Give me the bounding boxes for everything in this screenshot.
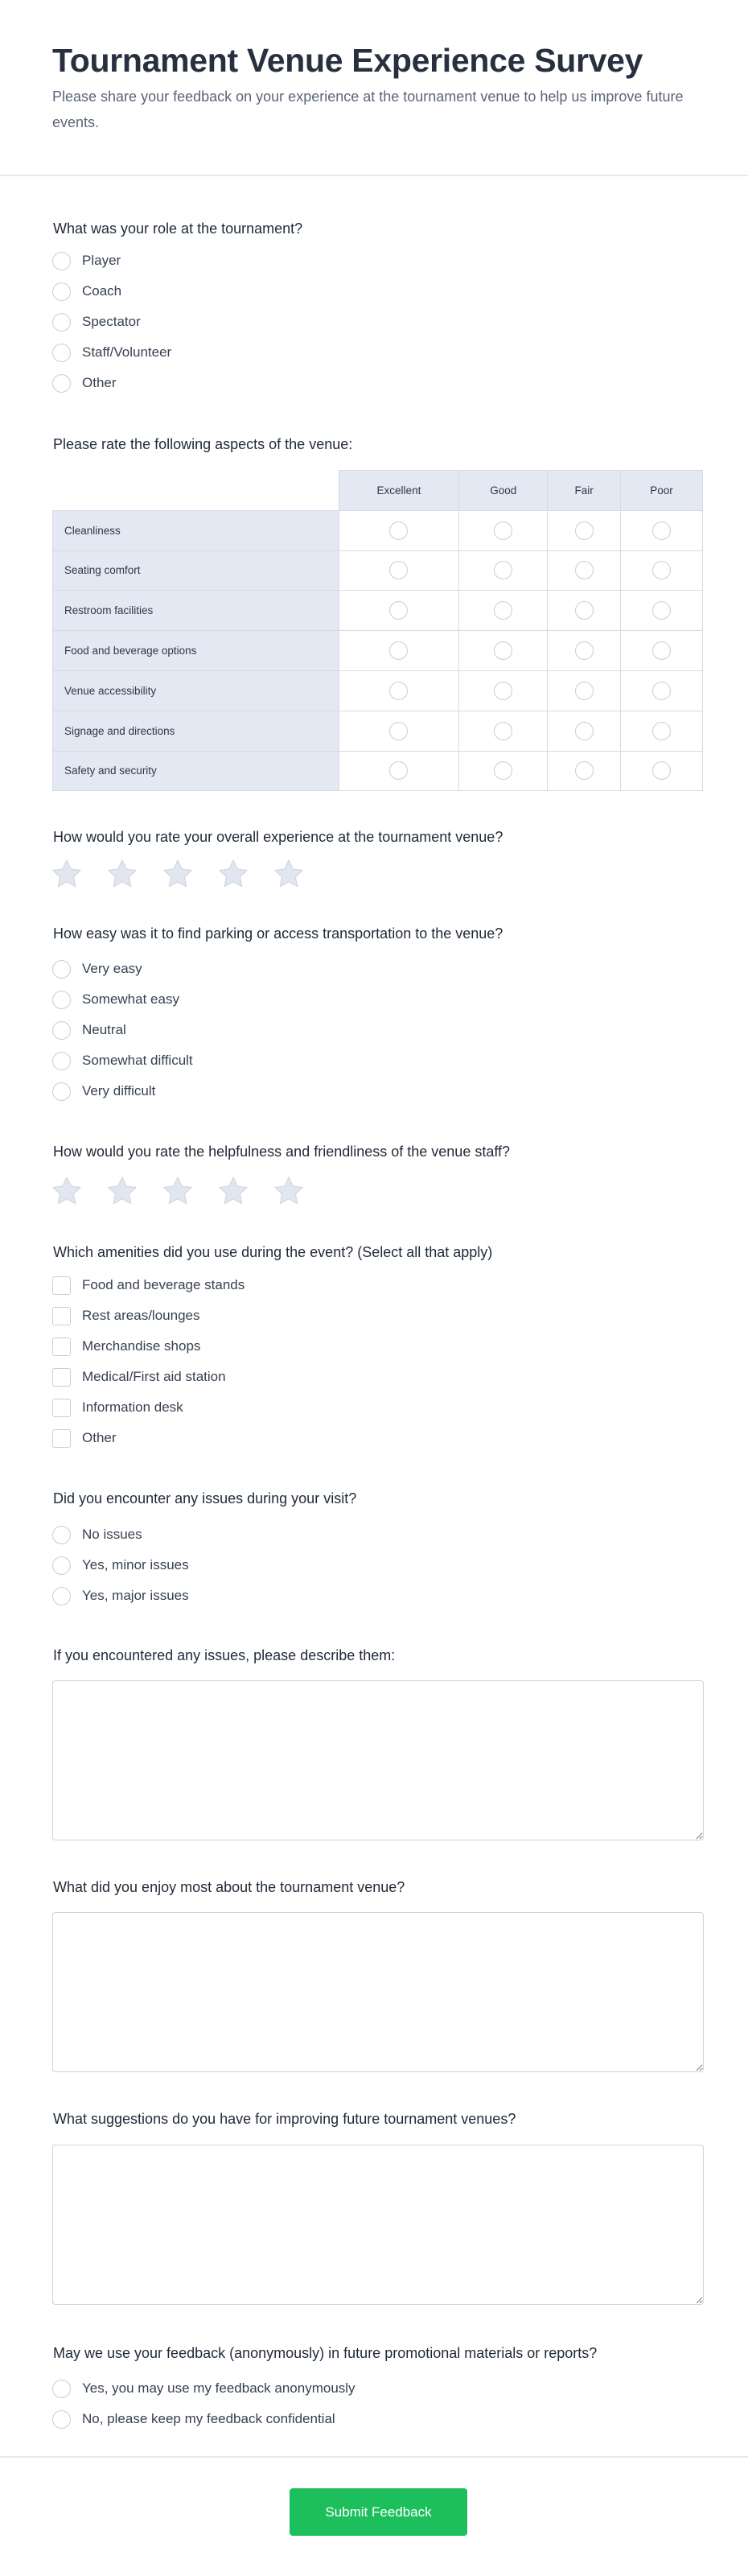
radio-button[interactable] [52, 1556, 71, 1575]
question-role: What was your role at the tournament? [53, 221, 303, 237]
matrix-radio-button[interactable] [494, 641, 512, 660]
matrix-row-label: Signage and directions [53, 711, 339, 751]
radio-option[interactable] [52, 984, 193, 1015]
radio-button[interactable] [52, 1082, 71, 1101]
radio-button[interactable] [52, 991, 71, 1009]
matrix-radio-button[interactable] [389, 722, 408, 740]
matrix-cell [621, 751, 703, 791]
checkbox-option[interactable] [52, 1362, 245, 1392]
matrix-radio-button[interactable] [389, 601, 408, 620]
star-icon[interactable] [106, 858, 138, 890]
option-label: Very easy [82, 961, 142, 976]
matrix-cell [339, 751, 459, 791]
radio-button[interactable] [52, 282, 71, 301]
describe-issues-textarea[interactable] [52, 1680, 704, 1840]
staff-star-rating [51, 1175, 305, 1207]
page-title: Tournament Venue Experience Survey [52, 42, 643, 79]
venue-rating-matrix [52, 470, 703, 791]
matrix-row-label: Venue accessibility [53, 670, 339, 711]
question-enjoy-most: What did you enjoy most about the tournament venue? [53, 1879, 405, 1895]
option-label: No, please keep my feedback confidential [82, 2411, 335, 2426]
matrix-row [53, 711, 703, 751]
star-icon[interactable] [51, 858, 83, 890]
matrix-radio-button[interactable] [494, 682, 512, 700]
matrix-radio-button[interactable] [652, 722, 671, 740]
matrix-radio-button[interactable] [652, 601, 671, 620]
option-label: Neutral [82, 1022, 126, 1037]
matrix-cell [621, 670, 703, 711]
matrix-row-label: Restroom facilities [53, 591, 339, 631]
matrix-row-label: Safety and security [53, 751, 339, 791]
matrix-radio-button[interactable] [652, 521, 671, 540]
suggestions-textarea[interactable] [52, 2145, 704, 2305]
option-label: Somewhat easy [82, 991, 179, 1007]
matrix-cell [548, 510, 621, 550]
matrix-cell [339, 670, 459, 711]
star-icon[interactable] [217, 858, 249, 890]
matrix-row [53, 751, 703, 791]
issues-options [52, 1519, 189, 1611]
matrix-corner [53, 471, 339, 511]
page-subtitle: Please share your feedback on your experience at the tournament venue to help us improve future events. [52, 89, 684, 130]
radio-option[interactable] [52, 1581, 189, 1611]
matrix-cell [621, 550, 703, 591]
radio-option[interactable] [52, 1045, 193, 1076]
radio-option[interactable] [52, 276, 171, 307]
matrix-radio-button[interactable] [389, 761, 408, 780]
radio-option[interactable] [52, 245, 171, 276]
radio-button[interactable] [52, 1052, 71, 1070]
parking-options [52, 954, 193, 1107]
matrix-cell [548, 631, 621, 671]
matrix-row [53, 670, 703, 711]
radio-option[interactable] [52, 368, 171, 398]
radio-button[interactable] [52, 344, 71, 362]
matrix-column-header: Fair [548, 471, 621, 511]
radio-button[interactable] [52, 374, 71, 393]
option-label: Yes, you may use my feedback anonymously [82, 2380, 356, 2396]
option-label: Rest areas/lounges [82, 1308, 200, 1323]
submit-feedback-button[interactable]: Submit Feedback [290, 2488, 467, 2536]
matrix-radio-button[interactable] [652, 761, 671, 780]
option-label: Somewhat difficult [82, 1053, 193, 1068]
matrix-row [53, 591, 703, 631]
matrix-column-header: Good [459, 471, 548, 511]
matrix-column-header: Excellent [339, 471, 459, 511]
question-consent: May we use your feedback (anonymously) in future promotional materials or reports? [53, 2345, 598, 2361]
checkbox[interactable] [52, 1307, 71, 1325]
matrix-radio-button[interactable] [652, 561, 671, 579]
radio-button[interactable] [52, 313, 71, 332]
matrix-radio-button[interactable] [575, 761, 594, 780]
option-label: Very difficult [82, 1083, 156, 1098]
matrix-radio-button[interactable] [575, 601, 594, 620]
matrix-cell [621, 711, 703, 751]
radio-option[interactable] [52, 307, 171, 337]
matrix-row-label: Seating comfort [53, 550, 339, 591]
matrix-radio-button[interactable] [389, 641, 408, 660]
radio-option[interactable] [52, 2404, 356, 2434]
matrix-cell [548, 711, 621, 751]
matrix-radio-button[interactable] [494, 761, 512, 780]
matrix-cell [621, 591, 703, 631]
star-icon[interactable] [162, 1175, 194, 1207]
matrix-radio-button[interactable] [652, 682, 671, 700]
radio-button[interactable] [52, 1526, 71, 1544]
radio-option[interactable] [52, 2373, 356, 2404]
option-label: No issues [82, 1527, 142, 1542]
checkbox-option[interactable] [52, 1331, 245, 1362]
question-amenities: Which amenities did you use during the event? (Select all that apply) [53, 1244, 493, 1260]
role-options [52, 245, 171, 398]
matrix-radio-button[interactable] [389, 682, 408, 700]
matrix-cell [339, 510, 459, 550]
star-icon[interactable] [162, 858, 194, 890]
checkbox[interactable] [52, 1429, 71, 1448]
option-label: Player [82, 253, 121, 268]
radio-option[interactable] [52, 337, 171, 368]
checkbox-option[interactable] [52, 1270, 245, 1300]
matrix-cell [548, 670, 621, 711]
consent-options [52, 2373, 356, 2434]
matrix-cell [548, 751, 621, 791]
radio-option[interactable] [52, 954, 193, 984]
checkbox[interactable] [52, 1368, 71, 1387]
option-label: Other [82, 1430, 117, 1445]
question-staff-rating: How would you rate the helpfulness and friendliness of the venue staff? [53, 1144, 511, 1160]
radio-option[interactable] [52, 1076, 193, 1107]
radio-option[interactable] [52, 1519, 189, 1550]
radio-button[interactable] [52, 1021, 71, 1040]
question-suggestions: What suggestions do you have for improving future tournament venues? [53, 2111, 516, 2127]
star-icon[interactable] [217, 1175, 249, 1207]
star-icon[interactable] [51, 1175, 83, 1207]
matrix-row-label: Food and beverage options [53, 631, 339, 671]
matrix-row [53, 510, 703, 550]
matrix-radio-button[interactable] [652, 641, 671, 660]
option-label: Spectator [82, 314, 141, 329]
star-icon[interactable] [273, 858, 305, 890]
option-label: Merchandise shops [82, 1338, 201, 1354]
matrix-radio-button[interactable] [575, 722, 594, 740]
amenities-options [52, 1270, 245, 1453]
matrix-radio-button[interactable] [494, 561, 512, 579]
radio-button[interactable] [52, 2380, 71, 2398]
matrix-cell [548, 591, 621, 631]
matrix-radio-button[interactable] [389, 561, 408, 579]
option-label: Yes, minor issues [82, 1557, 189, 1572]
option-label: Yes, major issues [82, 1588, 189, 1603]
footer-divider [0, 2456, 748, 2458]
radio-option[interactable] [52, 1550, 189, 1581]
matrix-radio-button[interactable] [575, 641, 594, 660]
radio-button[interactable] [52, 960, 71, 979]
option-label: Information desk [82, 1399, 183, 1415]
option-label: Food and beverage stands [82, 1277, 245, 1292]
matrix-cell [459, 510, 548, 550]
question-issues: Did you encounter any issues during your visit? [53, 1490, 357, 1506]
checkbox[interactable] [52, 1276, 71, 1295]
option-label: Coach [82, 283, 122, 299]
matrix-cell [459, 711, 548, 751]
question-venue-ratings: Please rate the following aspects of the venue: [53, 436, 353, 452]
matrix-cell [339, 631, 459, 671]
radio-button[interactable] [52, 2410, 71, 2429]
overall-star-rating [51, 858, 305, 890]
option-label: Other [82, 375, 117, 390]
option-label: Staff/Volunteer [82, 344, 172, 360]
matrix-radio-button[interactable] [494, 521, 512, 540]
checkbox[interactable] [52, 1399, 71, 1417]
radio-button[interactable] [52, 1587, 71, 1605]
matrix-radio-button[interactable] [389, 521, 408, 540]
matrix-cell [339, 711, 459, 751]
radio-button[interactable] [52, 252, 71, 270]
matrix-cell [459, 631, 548, 671]
radio-option[interactable] [52, 1015, 193, 1045]
matrix-radio-button[interactable] [575, 521, 594, 540]
matrix-row-label: Cleanliness [53, 510, 339, 550]
matrix-radio-button[interactable] [494, 601, 512, 620]
matrix-cell [459, 591, 548, 631]
enjoy-most-textarea[interactable] [52, 1912, 704, 2072]
matrix-cell [621, 510, 703, 550]
matrix-cell [339, 591, 459, 631]
matrix-cell [339, 550, 459, 591]
matrix-cell [621, 631, 703, 671]
matrix-column-header: Poor [621, 471, 703, 511]
checkbox-option[interactable] [52, 1392, 245, 1423]
matrix-radio-button[interactable] [494, 722, 512, 740]
matrix-cell [548, 550, 621, 591]
matrix-row [53, 550, 703, 591]
checkbox-option[interactable] [52, 1300, 245, 1331]
checkbox-option[interactable] [52, 1423, 245, 1453]
matrix-radio-button[interactable] [575, 561, 594, 579]
matrix-row [53, 631, 703, 671]
question-parking: How easy was it to find parking or access transportation to the venue? [53, 925, 503, 942]
star-icon[interactable] [273, 1175, 305, 1207]
matrix-radio-button[interactable] [575, 682, 594, 700]
matrix-cell [459, 670, 548, 711]
header-divider [0, 175, 748, 176]
question-describe-issues: If you encountered any issues, please describe them: [53, 1647, 396, 1663]
star-icon[interactable] [106, 1175, 138, 1207]
option-label: Medical/First aid station [82, 1369, 226, 1384]
matrix-cell [459, 751, 548, 791]
matrix-cell [459, 550, 548, 591]
question-overall-rating: How would you rate your overall experience at the tournament venue? [53, 829, 503, 845]
checkbox[interactable] [52, 1337, 71, 1356]
